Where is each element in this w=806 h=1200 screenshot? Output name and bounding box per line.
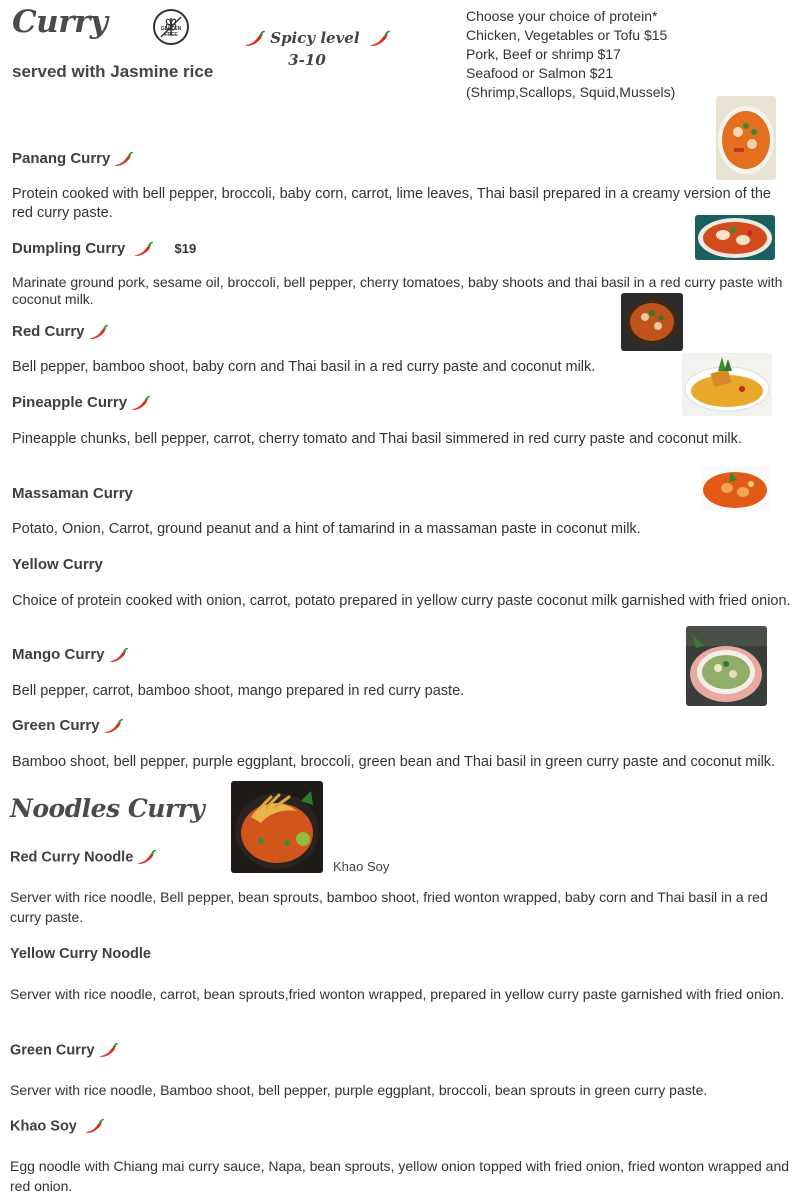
chili-icon [106, 647, 128, 664]
item-name: Red Curry Noodle [10, 849, 134, 866]
item-name: Mango Curry [12, 646, 105, 663]
gluten-free-icon [153, 9, 189, 45]
spicy-range: 3-10 [288, 51, 326, 69]
massaman-curry-photo [701, 466, 770, 510]
item-description: Protein cooked with bell pepper, broccoli, baby corn, carrot, lime leaves, Thai basil prepared in a creamy version of the red curry paste. [12, 186, 771, 221]
protein-line: Choose your choice of protein* [466, 8, 658, 24]
menu-item-yellow-curry [12, 556, 103, 573]
protein-line: Chicken, Vegetables or Tofu $15 [466, 27, 668, 43]
item-description: Server with rice noodle, carrot, bean sprouts,fried wonton wrapped, prepared in yellow curry paste garnished with fried onion. [10, 986, 785, 1002]
chili-icon [366, 30, 390, 48]
item-name: Red Curry [12, 323, 85, 340]
menu-item-green-curry [12, 717, 123, 735]
chili-icon [86, 324, 108, 341]
chili-icon [131, 241, 153, 258]
spicy-label: Spicy level [270, 29, 360, 47]
item-name: Massaman Curry [12, 485, 133, 502]
item-description: Bell pepper, carrot, bamboo shoot, mango prepared in red curry paste. [12, 683, 465, 699]
menu-item-massaman-curry [12, 485, 133, 502]
spicy-level [240, 27, 374, 71]
item-name: Yellow Curry [12, 556, 103, 573]
panang-curry-photo [716, 96, 776, 180]
menu-item-red-curry [12, 323, 108, 341]
item-description: Egg noodle with Chiang mai curry sauce, Napa, bean sprouts, yellow onion topped with fried onion, fried wonton wrapped and red onion. [10, 1158, 790, 1194]
menu-item-yellow-curry-noodle [10, 946, 151, 962]
item-description: Potato, Onion, Carrot, ground peanut and a hint of tamarind in a massaman paste in coconut milk. [12, 521, 641, 537]
item-description: Choice of protein cooked with onion, carrot, potato prepared in yellow curry paste coconut milk garnished with fried onion. [12, 593, 791, 609]
item-name: Green Curry [10, 1042, 95, 1059]
chili-icon [82, 1118, 104, 1135]
page-subtitle: served with Jasmine rice [12, 62, 214, 81]
item-description: Server with rice noodle, Bamboo shoot, bell pepper, purple eggplant, broccoli, bean sprouts in green curry paste. [10, 1082, 708, 1098]
menu-item-red-curry-noodle [10, 849, 156, 866]
chili-icon [101, 718, 123, 735]
protein-line: Pork, Beef or shrimp $17 [466, 46, 621, 62]
item-name: Green Curry [12, 717, 100, 734]
item-name: Panang Curry [12, 150, 111, 167]
chili-icon [111, 151, 133, 168]
menu-item-khao-soy [10, 1118, 104, 1135]
item-name: Dumpling Curry [12, 240, 126, 257]
item-name: Khao Soy [10, 1118, 77, 1135]
menu-item-green-curry-noodle [10, 1042, 118, 1059]
menu-item-mango-curry [12, 646, 128, 664]
item-description: Bell pepper, bamboo shoot, baby corn and Thai basil in a red curry paste and coconut milk. [12, 359, 596, 375]
chili-icon [241, 30, 265, 48]
chili-icon [128, 395, 150, 412]
gluten-free-text: GLUTEN FREE [160, 26, 182, 38]
chili-icon [134, 849, 156, 866]
khao-soy-photo [231, 781, 323, 873]
item-description: Server with rice noodle, Bell pepper, bean sprouts, bamboo shoot, fried wonton wrapped, baby corn and Thai basil in a red curry paste. [10, 889, 768, 925]
item-name: Yellow Curry Noodle [10, 946, 151, 962]
item-price: $19 [174, 241, 197, 256]
protein-line: (Shrimp,Scallops, Squid,Mussels) [466, 84, 676, 100]
protein-line: Seafood or Salmon $21 [466, 65, 614, 81]
protein-options [466, 7, 675, 102]
section-title-noodles: Noodles Curry [10, 794, 208, 823]
page-title: Curry [12, 4, 108, 40]
item-description: Pineapple chunks, bell pepper, carrot, cherry tomato and Thai basil simmered in red curry paste and coconut milk. [12, 431, 742, 447]
menu-item-panang-curry [12, 150, 133, 168]
item-description: Bamboo shoot, bell pepper, purple eggplant, broccoli, green bean and Thai basil in green curry paste and coconut milk. [12, 754, 776, 770]
photo-caption: Khao Soy [333, 859, 390, 874]
menu-item-pineapple-curry [12, 394, 150, 412]
item-description: Marinate ground pork, sesame oil, broccoli, bell pepper, cherry tomatoes, baby shoots and thai basil in a red curry paste with coconut milk. [12, 274, 783, 307]
chili-icon [96, 1042, 118, 1059]
menu-item-dumpling-curry [12, 240, 196, 258]
item-name: Pineapple Curry [12, 394, 128, 411]
